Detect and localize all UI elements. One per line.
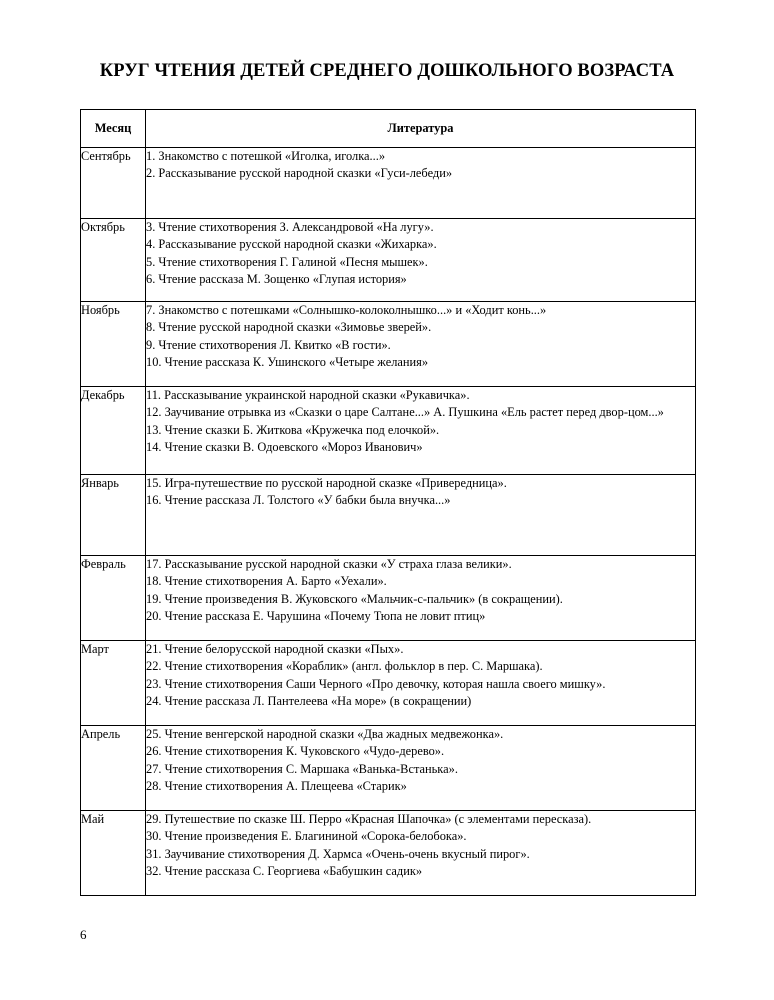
table-header-row (81, 110, 696, 148)
list-item: 28. Чтение стихотворения А. Плещеева «Старик» (146, 778, 407, 793)
list-item: 12. Заучивание отрывка из «Сказки о царе Салтане...» А. Пушкина «Ель растет перед двор-цом...» (146, 405, 664, 420)
table-row (81, 219, 696, 302)
list-item: 16. Чтение рассказа Л. Толстого «У бабки была внучка...» (146, 493, 451, 508)
literature-cell (146, 556, 696, 641)
list-item: 26. Чтение стихотворения К. Чуковского «Чудо-дерево». (146, 744, 445, 759)
list-item: 10. Чтение рассказа К. Ушинского «Четыре желания» (146, 354, 429, 369)
list-item: 25. Чтение венгерской народной сказки «Два жадных медвежонка». (146, 727, 504, 741)
list-item: 1. Знакомство с потешкой «Иголка, иголка...» (146, 149, 386, 163)
month-cell: Сентябрь (81, 148, 146, 219)
table-row (81, 556, 696, 641)
list-item: 29. Путешествие по сказке Ш. Перро «Красная Шапочка» (с элементами пересказа). (146, 812, 592, 826)
list-item: 20. Чтение рассказа Е. Чарушина «Почему Тюпа не ловит птиц» (146, 608, 486, 623)
month-cell: Январь (81, 475, 146, 556)
literature-cell (146, 219, 696, 302)
literature-cell (146, 387, 696, 475)
month-cell: Апрель (81, 726, 146, 811)
month-cell: Февраль (81, 556, 146, 641)
month-cell: Май (81, 811, 146, 896)
table-row (81, 475, 696, 556)
list-item: 6. Чтение рассказа М. Зощенко «Глупая история» (146, 271, 407, 286)
column-header-literature: Литература (146, 110, 696, 148)
table-row (81, 811, 696, 896)
month-cell: Декабрь (81, 387, 146, 475)
list-item: 21. Чтение белорусской народной сказки «Пых». (146, 642, 404, 656)
list-item: 17. Рассказывание русской народной сказки «У страха глаза велики». (146, 557, 512, 571)
month-cell: Октябрь (81, 219, 146, 302)
list-item: 15. Игра-путешествие по русской народной сказке «Привередница». (146, 476, 507, 490)
column-header-month: Месяц (81, 110, 146, 148)
table-row (81, 302, 696, 387)
list-item: 11. Рассказывание украинской народной сказки «Рукавичка». (146, 388, 470, 402)
literature-cell (146, 641, 696, 726)
list-item: 23. Чтение стихотворения Саши Черного «Про девочку, которая нашла своего мишку». (146, 676, 606, 691)
list-item: 8. Чтение русской народной сказки «Зимовье зверей». (146, 320, 432, 335)
list-item: 22. Чтение стихотворения «Кораблик» (англ. фольклор в пер. С. Маршака). (146, 659, 543, 674)
list-item: 3. Чтение стихотворения З. Александровой «На лугу». (146, 220, 434, 234)
list-item: 2. Рассказывание русской народной сказки «Гуси-лебеди» (146, 166, 453, 181)
page-title: КРУГ ЧТЕНИЯ ДЕТЕЙ СРЕДНЕГО ДОШКОЛЬНОГО ВОЗРАСТА (99, 61, 675, 81)
list-item: 5. Чтение стихотворения Г. Галиной «Песня мышек». (146, 254, 428, 269)
month-cell: Ноябрь (81, 302, 146, 387)
literature-cell (146, 811, 696, 896)
literature-cell (146, 302, 696, 387)
list-item: 32. Чтение рассказа С. Георгиева «Бабушкин садик» (146, 863, 423, 878)
table-row (81, 726, 696, 811)
list-item: 18. Чтение стихотворения А. Барто «Уехали». (146, 574, 387, 589)
reading-table (80, 109, 696, 896)
list-item: 13. Чтение сказки Б. Житкова «Кружечка под елочкой». (146, 422, 440, 437)
table-row (81, 641, 696, 726)
list-item: 14. Чтение сказки В. Одоевского «Мороз Иванович» (146, 439, 423, 454)
list-item: 27. Чтение стихотворения С. Маршака «Ванька-Встанька». (146, 761, 458, 776)
list-item: 31. Заучивание стихотворения Д. Хармса «Очень-очень вкусный пирог». (146, 846, 530, 861)
month-cell: Март (81, 641, 146, 726)
literature-cell (146, 726, 696, 811)
list-item: 9. Чтение стихотворения Л. Квитко «В гости». (146, 337, 391, 352)
page-number: 6 (80, 927, 87, 942)
literature-cell (146, 148, 696, 219)
list-item: 4. Рассказывание русской народной сказки «Жихарка». (146, 237, 437, 252)
list-item: 24. Чтение рассказа Л. Пантелеева «На море» (в сокращении) (146, 693, 472, 708)
literature-cell (146, 475, 696, 556)
list-item: 30. Чтение произведения Е. Благининой «Сорока-белобока». (146, 829, 467, 844)
list-item: 7. Знакомство с потешками «Солнышко-колоколнышко...» и «Ходит конь...» (146, 303, 547, 317)
list-item: 19. Чтение произведения В. Жуковского «Мальчик-с-пальчик» (в сокращении). (146, 591, 563, 606)
table-row (81, 387, 696, 475)
table-row (81, 148, 696, 219)
